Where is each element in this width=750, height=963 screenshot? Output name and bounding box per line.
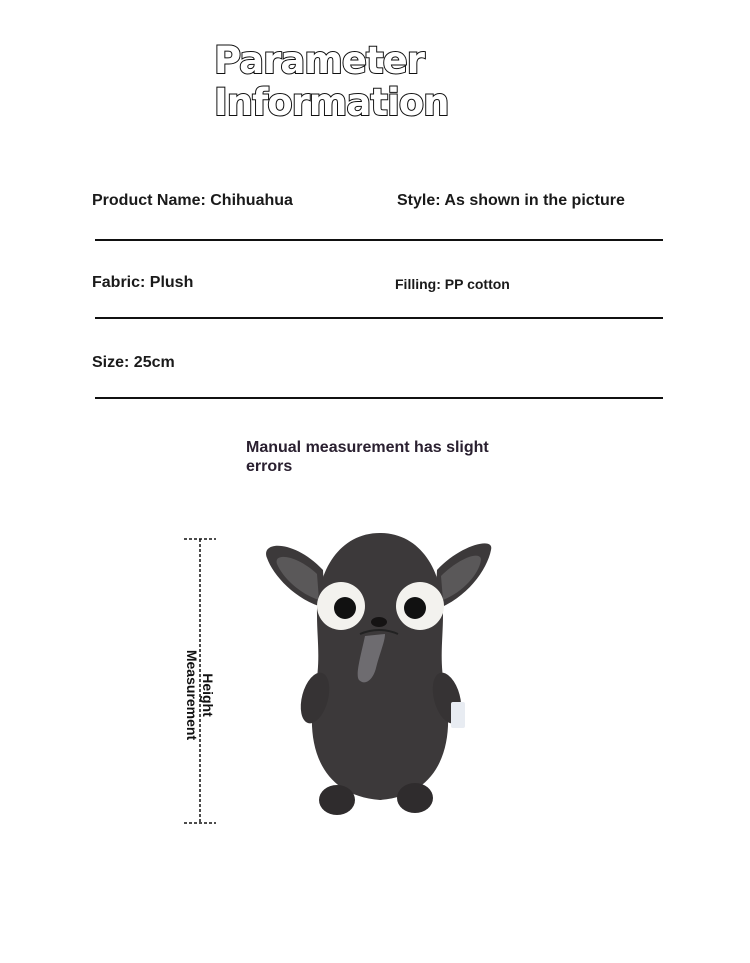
title-line-1: Parameter: [214, 39, 424, 82]
chihuahua-plush-image: [255, 530, 505, 825]
product-name: Product Name: Chihuahua: [92, 192, 293, 209]
style-value: Style: As shown in the picture: [397, 192, 625, 209]
plush-tag: [451, 702, 465, 728]
left-foot: [319, 785, 355, 815]
right-pupil: [404, 597, 426, 619]
right-foot: [397, 783, 433, 813]
measurement-note: Manual measurement has slight errors: [246, 439, 489, 475]
fabric-value: Fabric: Plush: [92, 274, 194, 291]
height-label-line1: Height: [200, 673, 216, 717]
divider-3: [95, 397, 663, 399]
height-measurement-text: [184, 640, 216, 750]
divider-1: [95, 239, 663, 241]
page-title: [214, 40, 514, 124]
left-pupil: [334, 597, 356, 619]
title-line-2: Information: [214, 81, 449, 124]
height-label-line2: Measurement: [184, 649, 200, 741]
filling-value: Filling: PP cotton: [395, 276, 510, 292]
size-value: Size: 25cm: [92, 354, 175, 371]
divider-2: [95, 317, 663, 319]
height-measurement-label: [180, 640, 220, 750]
nose: [371, 617, 387, 627]
plush-body: [312, 533, 448, 800]
